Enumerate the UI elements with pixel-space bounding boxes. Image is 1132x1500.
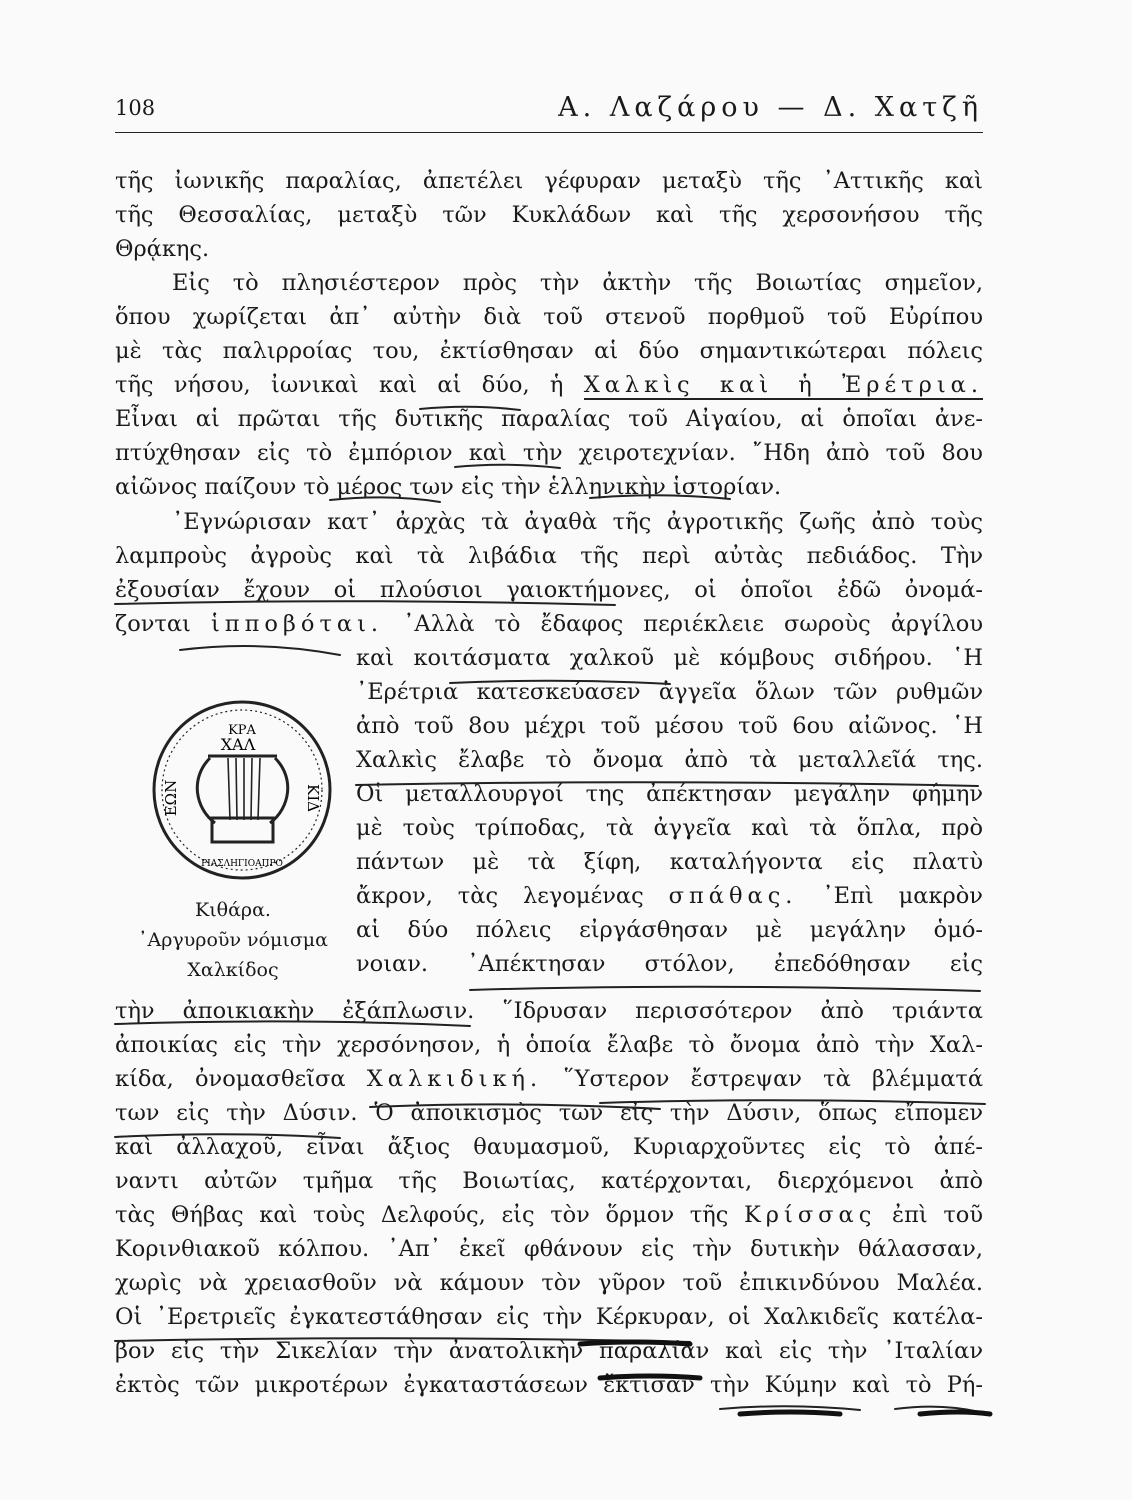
text-line: Εἰς τὸ πλησιέστερον πρὸς τὴν ἀκτὴν τῆς Βοιωτίας σημεῖον,: [172, 270, 983, 296]
text-line: Θρᾴκης.: [115, 236, 210, 262]
text-line: [356, 881, 983, 911]
text-run: τῆς νήσου, ἰωνικαὶ καὶ αἱ δύο, ἡ: [115, 372, 564, 398]
text-line: χωρὶς νὰ χρειασθοῦν νὰ κάμουν τὸν γῦρον τοῦ ἐπικινδύνου Μαλέα.: [115, 1270, 983, 1296]
coin-legend-left: ΧΑΛ: [220, 735, 256, 754]
text-line: [115, 1200, 983, 1230]
figure-caption-line: Χαλκίδος: [187, 959, 279, 981]
text-run: ἐπὶ τοῦ: [892, 1202, 984, 1228]
text-line: των εἰς τὴν Δύσιν. Ὁ ἀποικισμὸς των εἰς τὴν Δύσιν, ὅπως εἴπομεν: [115, 1100, 983, 1126]
spaced-emphasis: Χαλκιδική.: [366, 1066, 543, 1092]
spaced-emphasis: ἱπποβόται.: [210, 611, 384, 637]
text-line: καὶ κοιτάσματα χαλκοῦ μὲ κόμβους σιδήρου. ῾Η: [356, 645, 983, 671]
page-number: 108: [115, 96, 156, 120]
spaced-emphasis: Κρίσσας: [743, 1202, 877, 1228]
spaced-emphasis: σπάθας.: [668, 883, 798, 909]
text-run: ζονται: [115, 611, 191, 637]
running-title: Α. Λαζάρου — Δ. Χατζῆ: [558, 92, 983, 123]
text-line: βον εἰς τὴν Σικελίαν τὴν ἀνατολικὴν παραλίαν καὶ εἰς τὴν ᾿Ιταλίαν: [115, 1338, 983, 1364]
text-line: νοιαν. ᾿Απέκτησαν στόλον, ἐπεδόθησαν εἰς: [356, 951, 983, 977]
text-line: τῆς ἰωνικῆς παραλίας, ἀπετέλει γέφυραν μεταξὺ τῆς ᾿Αττικῆς καὶ: [115, 168, 983, 194]
coin-legend-bottom: ΡΙΑΣΛΗΓΙΟΑΠΡΟ: [201, 859, 283, 869]
text-line: αἰῶνος παίζουν τὸ μέρος των εἰς τὴν ἑλληνικὴν ἱστορίαν.: [115, 474, 782, 500]
text-line: τὴν ἀποικιακὴν ἐξάπλωσιν. ῞Ιδρυσαν περισσότερον ἀπὸ τριάντα: [115, 998, 983, 1024]
text-line: ἀποικίας εἰς τὴν χερσόνησον, ἡ ὁποία ἔλαβε τὸ ὄνομα ἀπὸ τὴν Χαλ-: [115, 1032, 983, 1058]
figure-caption-line: ᾿Αργυροῦν νόμισμα: [138, 929, 328, 951]
text-line: πτύχθησαν εἰς τὸ ἐμπόριον καὶ τὴν χειροτεχνίαν. ῎Ηδη ἀπὸ τοῦ 8ου: [115, 440, 983, 466]
text-line: [115, 609, 983, 639]
text-line: Εἶναι αἱ πρῶται τῆς δυτικῆς παραλίας τοῦ Αἰγαίου, αἱ ὁποῖαι ἀνε-: [115, 406, 983, 432]
text-line: καὶ ἀλλαχοῦ, εἶναι ἄξιος θαυμασμοῦ, Κυριαρχοῦντες εἰς τὸ ἀπέ-: [115, 1134, 983, 1160]
text-line: ναντι αὐτῶν τμῆμα τῆς Βοιωτίας, κατέρχονται, διερχόμενοι ἀπὸ: [115, 1168, 983, 1194]
text-line: ᾿Ερέτρια κατεσκεύασεν ἀγγεῖα ὅλων τῶν ρυθμῶν: [356, 679, 983, 705]
coin-legend-side: ΕΩΝ: [162, 779, 180, 817]
text-line: [115, 370, 983, 400]
coin-legend-top: ΚΡΑ: [228, 723, 256, 738]
text-line: ἀπὸ τοῦ 8ου μέχρι τοῦ μέσου τοῦ 6ου αἰῶνος. ῾Η: [356, 713, 983, 739]
text-line: [115, 1064, 983, 1094]
text-run: ᾿Αλλὰ τὸ ἔδαφος περιέκλειε σωροὺς ἀργίλου: [403, 611, 983, 637]
coin-legend-right: ΚΙΔ: [304, 784, 322, 812]
text-line: ὅπου χωρίζεται ἀπ᾿ αὐτὴν διὰ τοῦ στενοῦ πορθμοῦ τοῦ Εὐρίπου: [115, 304, 983, 330]
text-line: ἐκτὸς τῶν μικροτέρων ἐγκαταστάσεων ἔκτισαν τὴν Κύμην καὶ τὸ Ρή-: [115, 1372, 983, 1398]
text-line: Οἱ μεταλλουργοί της ἀπέκτησαν μεγάλην φήμην: [356, 781, 983, 807]
text-line: αἱ δύο πόλεις εἰργάσθησαν μὲ μεγάλην ὁμό-: [356, 917, 983, 943]
text-run: ᾿Επὶ μακρὸν: [822, 883, 983, 909]
figure-caption-line: Κιθάρα.: [195, 899, 271, 921]
text-line: Οἱ ᾿Ερετριεῖς ἐγκατεστάθησαν εἰς τὴν Κέρκυραν, οἱ Χαλκιδεῖς κατέλα-: [115, 1304, 983, 1330]
text-run: τὰς Θήβας καὶ τοὺς Δελφούς, εἰς τὸν ὅρμον τῆς: [115, 1202, 729, 1228]
text-line: Κορινθιακοῦ κόλπου. ᾿Απ᾿ ἐκεῖ φθάνουν εἰς τὴν δυτικὴν θάλασσαν,: [115, 1236, 983, 1262]
text-line: λαμπροὺς ἀγροὺς καὶ τὰ λιβάδια τῆς περὶ αὐτὰς πεδιάδος. Τὴν: [115, 543, 983, 569]
page-header: [115, 92, 983, 133]
text-line: μὲ τὰς παλιρροίας του, ἐκτίσθησαν αἱ δύο σημαντικώτεραι πόλεις: [115, 338, 983, 364]
text-run: κίδα, ὀνομασθεῖσα: [115, 1066, 346, 1092]
text-line: πάντων μὲ τὰ ξίφη, καταλήγοντα εἰς πλατὺ: [356, 849, 983, 875]
text-line: μὲ τοὺς τρίποδας, τὰ ἀγγεῖα καὶ τὰ ὅπλα, πρὸ: [356, 815, 983, 841]
text-run: ῞Υστερον ἔστρεψαν τὰ βλέμματά: [563, 1066, 984, 1092]
spaced-emphasis: Χαλκὶς καὶ ἡ Ἐρέτρια.: [583, 372, 983, 398]
coin-illustration: [150, 698, 335, 883]
text-line: Χαλκὶς ἔλαβε τὸ ὄνομα ἀπὸ τὰ μεταλλεῖά της.: [356, 747, 983, 773]
text-run: ἄκρον, τὰς λεγομένας: [356, 883, 644, 909]
text-line: ᾿Εγνώρισαν κατ᾿ ἀρχὰς τὰ ἀγαθὰ τῆς ἀγροτικῆς ζωῆς ἀπὸ τοὺς: [172, 509, 983, 535]
text-line: ἐξουσίαν ἔχουν οἱ πλούσιοι γαιοκτήμονες, οἱ ὁποῖοι ἐδῶ ὀνομά-: [115, 577, 983, 603]
text-line: τῆς Θεσσαλίας, μεταξὺ τῶν Κυκλάδων καὶ τῆς χερσονήσου τῆς: [115, 202, 983, 228]
